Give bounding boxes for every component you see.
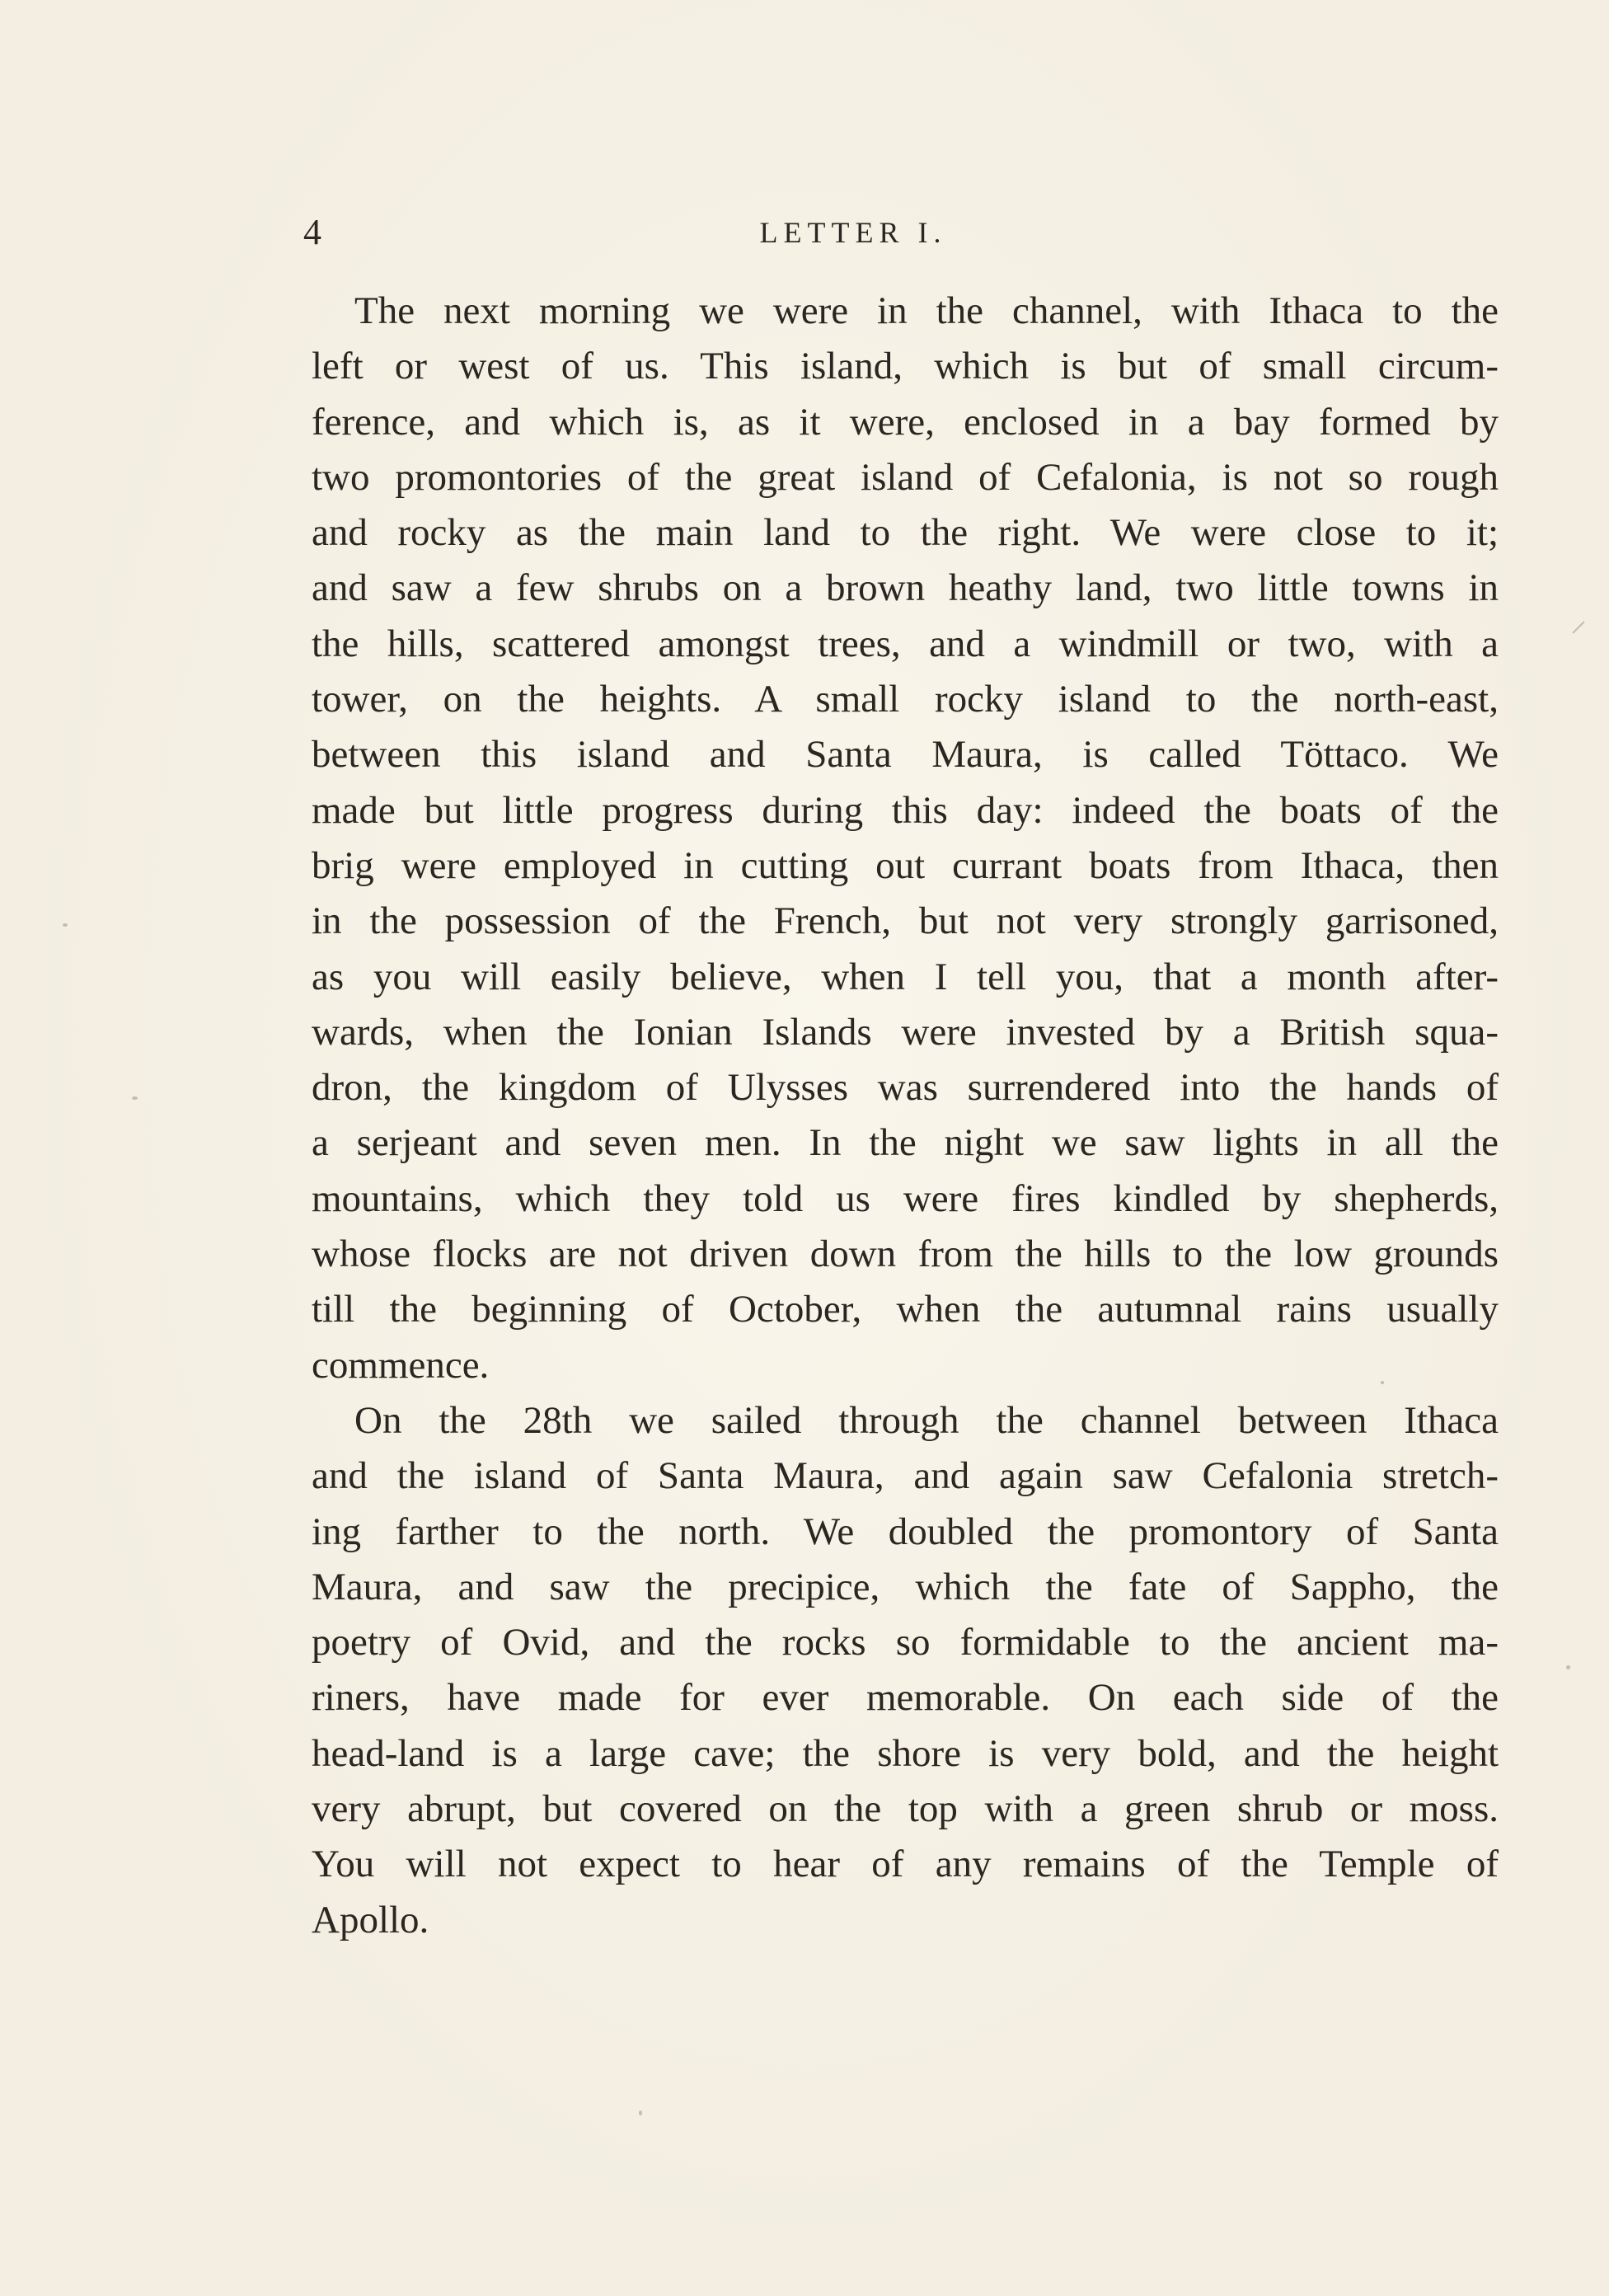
paper-speck: [1381, 1381, 1384, 1384]
text-line: the hills, scattered amongst trees, and a windmill or two, with a: [312, 622, 1499, 665]
paper-speck: [1566, 1665, 1570, 1669]
text-line: head-land is a large cave; the shore is very bold, and the height: [312, 1731, 1499, 1775]
text-line: a serjeant and seven men. In the night we saw lights in all the: [312, 1121, 1499, 1165]
paper-speck: [1572, 621, 1585, 634]
text-line: made but little progress during this day: indeed the boats of the: [312, 788, 1499, 832]
paper-speck: [639, 2111, 642, 2115]
running-head-title: LETTER I.: [759, 216, 947, 249]
text-line: and saw a few shrubs on a brown heathy land, two little towns in: [312, 566, 1499, 610]
text-line: ing farther to the north. We doubled the promontory of Santa: [312, 1510, 1499, 1553]
text-line: left or west of us. This island, which is but of small circum-: [312, 345, 1499, 388]
page-number: 4: [303, 212, 321, 252]
text-line: On the 28th we sailed through the channel between Ithaca: [354, 1398, 1499, 1442]
text-line: Maura, and saw the precipice, which the fate of Sappho, the: [312, 1565, 1499, 1608]
text-line: The next morning we were in the channel, with Ithaca to the: [354, 289, 1499, 332]
text-line: wards, when the Ionian Islands were invested by a British squa-: [312, 1010, 1499, 1054]
body-text: [312, 284, 1499, 1948]
text-line: very abrupt, but covered on the top with a green shrub or moss.: [312, 1787, 1499, 1831]
text-line: and the island of Santa Maura, and again saw Cefalonia stretch-: [312, 1454, 1499, 1498]
running-head: [297, 208, 1508, 257]
text-line: and rocky as the main land to the right. We were close to it;: [312, 511, 1499, 555]
text-line: tower, on the heights. A small rocky island to the north-east,: [312, 678, 1499, 721]
text-line: two promontories of the great island of Cefalonia, is not so rough: [312, 455, 1499, 499]
text-line: in the possession of the French, but not very strongly garrisoned,: [312, 899, 1499, 943]
text-line: poetry of Ovid, and the rocks so formidable to the ancient ma-: [312, 1621, 1499, 1664]
text-line: riners, have made for ever memorable. On each side of the: [312, 1676, 1499, 1720]
text-line: Apollo.: [312, 1898, 429, 1942]
paper-speck: [132, 1096, 138, 1100]
text-line: between this island and Santa Maura, is called Töttaco. We: [312, 733, 1499, 777]
paragraph-2: [312, 1393, 1499, 1948]
paper-speck: [63, 923, 68, 927]
text-line: ference, and which is, as it were, enclosed in a bay formed by: [312, 400, 1499, 444]
text-line: as you will easily believe, when I tell you, that a month after-: [312, 955, 1499, 998]
text-line: You will not expect to hear of any remains of the Temple of: [312, 1843, 1499, 1886]
text-line: whose flocks are not driven down from the hills to the low grounds: [312, 1233, 1499, 1276]
paragraph-1: [312, 284, 1499, 1393]
text-line: mountains, which they told us were fires kindled by shepherds,: [312, 1176, 1499, 1220]
text-line: dron, the kingdom of Ulysses was surrendered into the hands of: [312, 1066, 1499, 1110]
text-line: commence.: [312, 1343, 490, 1387]
text-line: brig were employed in cutting out currant boats from Ithaca, then: [312, 843, 1499, 887]
text-line: till the beginning of October, when the autumnal rains usually: [312, 1288, 1499, 1331]
